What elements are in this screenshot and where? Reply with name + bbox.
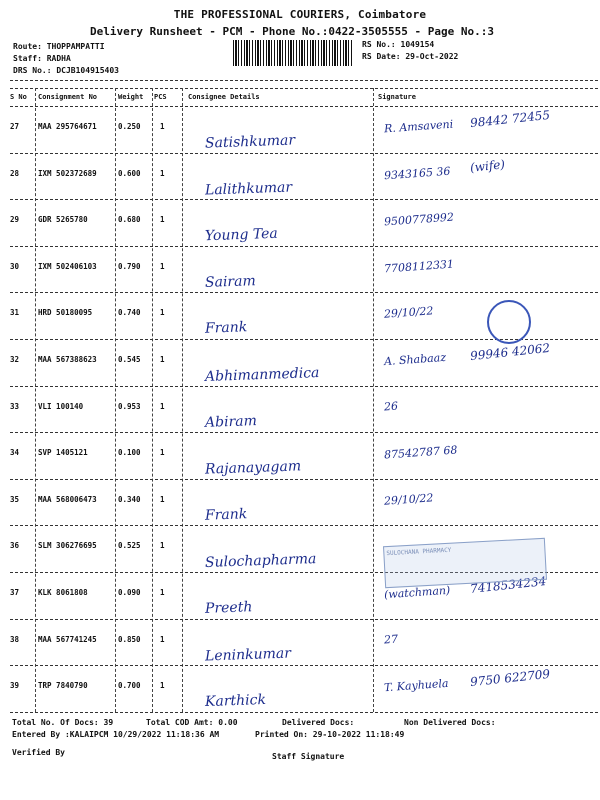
staff-label: Staff: RADHA <box>13 54 71 63</box>
consignment-number: IXM 502406103 <box>38 261 97 271</box>
weight-value: 0.790 <box>118 261 141 271</box>
consignee-name: Satishkumar <box>204 132 296 152</box>
signature-text: 7708112331 <box>383 257 455 276</box>
consignee-name: Abhimanmedica <box>204 365 320 385</box>
row-sno: 28 <box>10 168 20 178</box>
row-sno: 29 <box>10 215 20 225</box>
col-header-signature: Signature <box>378 93 416 101</box>
signature-text: 29/10/22 <box>383 304 434 322</box>
consignee-name: Frank <box>204 319 248 338</box>
consignment-number: MAA 568006473 <box>38 494 97 504</box>
pcs-value: 1 <box>160 215 165 225</box>
signature-note: 99946 42062 <box>469 340 551 364</box>
printed-on: Printed On: 29-10-2022 11:18:49 <box>255 730 405 739</box>
company-title: THE PROFESSIONAL COURIERS, Coimbatore <box>173 8 427 21</box>
consignment-number: IXM 502372689 <box>38 168 97 178</box>
consignment-number: MAA 567741245 <box>38 634 97 644</box>
consignee-name: Frank <box>204 506 248 524</box>
staff-signature: Staff Signature <box>272 752 345 761</box>
weight-value: 0.850 <box>118 634 141 644</box>
entered-by: Entered By :KALAIPCM 10/29/2022 11:18:36 AM <box>12 730 220 739</box>
rs-date: RS Date: 29-Oct-2022 <box>362 52 459 61</box>
consignee-name: Sulochapharma <box>204 551 317 572</box>
weight-value: 0.545 <box>118 355 141 364</box>
row-sno: 31 <box>10 308 20 318</box>
divider <box>10 712 598 713</box>
pcs-value: 1 <box>160 308 165 318</box>
signature-text: R. Amsaveni <box>383 117 454 136</box>
col-header-consignment: Consignment No <box>38 93 98 101</box>
pcs-value: 1 <box>160 634 165 644</box>
consignee-name: Lalithkumar <box>204 179 293 199</box>
consignee-name: Young Tea <box>204 225 279 245</box>
pcs-value: 1 <box>160 494 165 504</box>
row-sno: 27 <box>10 122 20 131</box>
consignment-number: MAA 567388623 <box>38 355 97 364</box>
route-label: Route: THOPPAMPATTI <box>13 42 105 51</box>
barcode <box>233 40 353 66</box>
weight-value: 0.953 <box>118 401 141 411</box>
divider <box>10 80 598 81</box>
signature-note: 7418534234 <box>469 574 547 596</box>
row-divider <box>10 386 598 387</box>
row-divider <box>10 665 598 666</box>
signature-note: (wife) <box>469 156 506 175</box>
consignee-name: Karthick <box>204 692 267 711</box>
weight-value: 0.600 <box>118 168 141 178</box>
weight-value: 0.525 <box>118 541 141 551</box>
row-divider <box>10 432 598 433</box>
weight-value: 0.090 <box>118 588 141 597</box>
pharmacy-stamp <box>383 538 547 588</box>
pcs-value: 1 <box>160 261 165 271</box>
pcs-value: 1 <box>160 168 165 178</box>
verified-by: Verified By <box>12 748 65 757</box>
signature-note: 9750 622709 <box>469 667 551 690</box>
row-sno: 39 <box>10 681 20 691</box>
consignment-number: VLI 100140 <box>38 401 84 411</box>
total-docs: Total No. Of Docs: 39 <box>12 718 114 727</box>
weight-value: 0.680 <box>118 215 141 225</box>
signature-text: 9500778992 <box>383 210 455 229</box>
weight-value: 0.340 <box>118 494 141 504</box>
signature-note: 98442 72455 <box>469 107 551 131</box>
consignee-name: Leninkumar <box>204 645 292 665</box>
pcs-value: 1 <box>160 541 165 551</box>
signature-text: 87542787 68 <box>383 443 458 462</box>
non-delivered-docs: Non Delivered Docs: <box>404 718 496 727</box>
total-cod: Total COD Amt: 0.00 <box>146 718 238 727</box>
consignee-name: Rajanayagam <box>204 458 302 478</box>
signature-text: (watchman) <box>383 583 451 602</box>
col-header-weight: Weight <box>118 93 144 101</box>
consignee-name: Preeth <box>204 599 253 617</box>
row-divider <box>10 292 598 293</box>
weight-value: 0.250 <box>118 122 141 131</box>
signature-text: 26 <box>383 399 399 414</box>
row-sno: 36 <box>10 541 20 551</box>
pcs-value: 1 <box>160 448 165 458</box>
row-sno: 30 <box>10 261 20 271</box>
drs-number: DRS No.: DCJB104915403 <box>13 66 119 75</box>
pcs-value: 1 <box>160 588 165 597</box>
consignment-number: HRD 50180095 <box>38 308 93 318</box>
col-header-pcs: PCS <box>154 93 167 101</box>
row-sno: 35 <box>10 494 20 504</box>
consignment-number: SVP 1405121 <box>38 448 88 458</box>
consignee-name: Abiram <box>204 412 258 431</box>
consignment-number: KLK 8061808 <box>38 588 88 597</box>
pharmacy-stamp-text: SULOCHANA PHARMACY <box>386 546 452 558</box>
consignee-name: Sairam <box>204 272 256 291</box>
row-divider <box>10 525 598 526</box>
row-divider <box>10 199 598 200</box>
delivered-docs: Delivered Docs: <box>282 718 355 727</box>
row-divider <box>10 153 598 154</box>
signature-text: 9343165 36 <box>383 164 451 182</box>
weight-value: 0.100 <box>118 448 141 458</box>
col-header-sno: S No <box>10 93 27 101</box>
row-sno: 32 <box>10 355 20 364</box>
runsheet-subtitle: Delivery Runsheet - PCM - Phone No.:0422-3505555 - Page No.:3 <box>90 25 494 38</box>
row-divider <box>10 246 598 247</box>
consignment-number: GDR 5265780 <box>38 215 88 225</box>
signature-text: A. Shabaaz <box>383 350 447 369</box>
row-sno: 37 <box>10 588 20 597</box>
divider <box>10 88 598 89</box>
divider <box>10 106 598 107</box>
rs-number: RS No.: 1049154 <box>362 40 435 49</box>
row-divider <box>10 619 598 620</box>
row-divider <box>10 479 598 480</box>
signature-text: 27 <box>383 632 399 647</box>
col-header-details: Consignee Details <box>188 93 260 101</box>
pcs-value: 1 <box>160 122 165 131</box>
pcs-value: 1 <box>160 401 165 411</box>
consignment-number: TRP 7840790 <box>38 681 88 691</box>
row-sno: 38 <box>10 634 20 644</box>
consignment-number: MAA 295764671 <box>38 122 97 131</box>
round-seal <box>487 300 531 344</box>
signature-text: 29/10/22 <box>383 491 434 508</box>
row-sno: 34 <box>10 448 20 458</box>
consignment-number: SLM 306276695 <box>38 541 97 551</box>
pcs-value: 1 <box>160 681 165 691</box>
row-sno: 33 <box>10 401 20 411</box>
weight-value: 0.700 <box>118 681 141 691</box>
signature-text: T. Kayhuela <box>383 676 449 695</box>
pcs-value: 1 <box>160 355 165 364</box>
weight-value: 0.740 <box>118 308 141 318</box>
